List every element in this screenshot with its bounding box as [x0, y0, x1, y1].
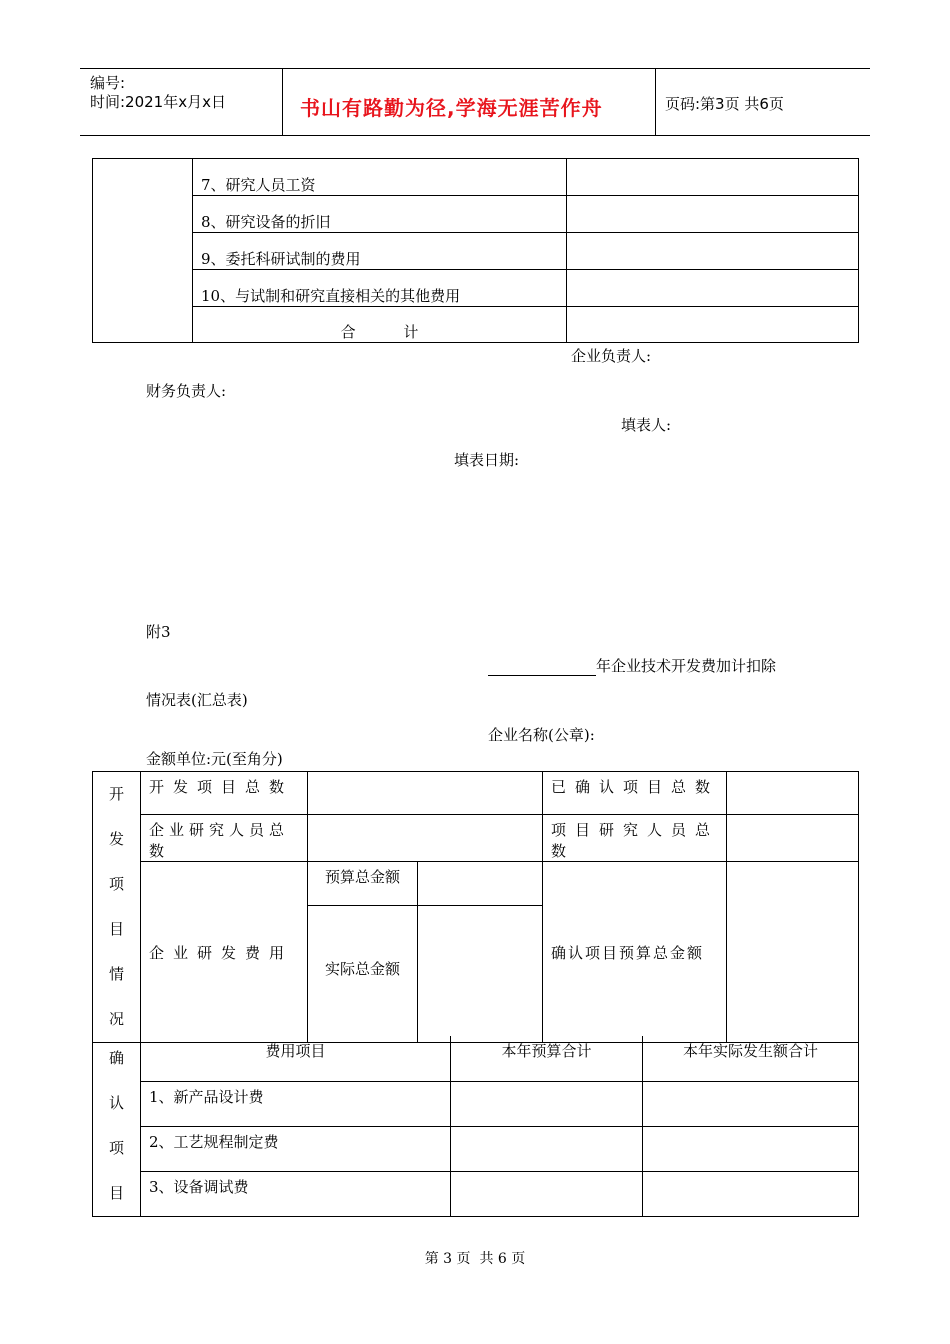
table-row — [93, 815, 859, 862]
table1-left-blank — [93, 159, 193, 343]
table-row — [93, 1126, 859, 1171]
col-header-item: 费用项目 — [141, 1036, 451, 1081]
actual-total-value — [418, 906, 543, 1043]
table1-item-cell — [193, 233, 567, 270]
table1-item-label: 8、研究设备的折旧 — [201, 213, 331, 231]
budget-total-value — [418, 862, 543, 906]
header-divider-left — [282, 68, 283, 136]
budget-total-label: 预算总金额 — [308, 862, 418, 906]
vertical-char: 项 — [108, 875, 124, 893]
section-dev-projects-vertical — [93, 772, 141, 1043]
table-row — [93, 307, 859, 343]
expense-actual-value — [643, 1081, 859, 1126]
total-projects-label: 开发项目总数 — [141, 772, 308, 815]
col-header-actual: 本年实际发生额合计 — [643, 1036, 859, 1081]
year-blank — [488, 659, 596, 676]
vertical-char: 目 — [108, 1184, 124, 1202]
table1-item-label: 9、委托科研试制的费用 — [201, 250, 361, 268]
appendix-title — [488, 655, 776, 676]
expense-budget-value — [451, 1171, 643, 1216]
table1-item-cell — [193, 196, 567, 233]
vertical-char: 开 — [108, 785, 124, 803]
table1-value-cell — [567, 159, 859, 196]
header-page-info: 页码:第3页 共6页 — [665, 95, 784, 113]
expense-item-label: 3、设备调试费 — [141, 1171, 451, 1216]
expense-item-label: 2、工艺规程制定费 — [141, 1126, 451, 1171]
vertical-char: 目 — [108, 920, 124, 938]
expense-budget-value — [451, 1126, 643, 1171]
table-row — [93, 1036, 859, 1081]
table1-item-cell — [193, 270, 567, 307]
rd-expense-label: 企业研发费用 — [141, 862, 308, 1043]
project-staff-value — [727, 815, 859, 862]
actual-total-label: 实际总金额 — [308, 906, 418, 1043]
table-row — [93, 772, 859, 815]
vertical-char: 况 — [108, 1010, 124, 1028]
table-row — [93, 159, 859, 196]
amount-unit-label: 金额单位:元(至角分) — [146, 750, 283, 768]
expense-actual-value — [643, 1171, 859, 1216]
table-row — [93, 1171, 859, 1216]
table1-value-cell — [567, 270, 859, 307]
header-motto: 书山有路勤为径,学海无涯苦作舟 — [300, 96, 603, 120]
vertical-char: 项 — [108, 1139, 124, 1157]
appendix-title-text: 年企业技术开发费加计扣除 — [596, 657, 777, 675]
vertical-char: 确 — [108, 1049, 124, 1067]
expense-detail-table — [92, 158, 859, 343]
expense-item-label: 1、新产品设计费 — [141, 1081, 451, 1126]
enterprise-head-label: 企业负责人: — [571, 347, 652, 365]
confirmed-budget-value — [727, 862, 859, 1043]
table-row — [93, 233, 859, 270]
table1-value-cell — [567, 233, 859, 270]
table-row — [93, 270, 859, 307]
header-divider-right — [655, 68, 656, 136]
confirmed-projects-label: 已确认项目总数 — [543, 772, 727, 815]
research-staff-label: 企业研究人员总数 — [141, 815, 308, 862]
expense-actual-value — [643, 1126, 859, 1171]
table1-item-label: 7、研究人员工资 — [201, 176, 316, 194]
table-row — [93, 1081, 859, 1126]
header-top-rule — [80, 68, 870, 69]
appendix-title-line2: 情况表(汇总表) — [146, 691, 248, 709]
table1-item-cell — [193, 159, 567, 196]
dev-project-summary-table — [92, 771, 859, 1043]
table1-value-cell — [567, 196, 859, 233]
total-projects-value — [308, 772, 543, 815]
vertical-char: 认 — [108, 1094, 124, 1112]
confirmed-budget-label: 确认项目预算总金额 — [543, 862, 727, 1043]
finance-head-label: 财务负责人: — [146, 382, 227, 400]
page-footer: 第 3 页 共 6 页 — [424, 1251, 526, 1267]
table-row — [93, 862, 859, 906]
col-header-budget: 本年预算合计 — [451, 1036, 643, 1081]
confirmed-project-expense-table — [92, 1036, 859, 1217]
company-name-label: 企业名称(公章): — [488, 726, 595, 744]
project-staff-label: 项目研究人员总数 — [543, 815, 727, 862]
table1-total-label: 合 计 — [193, 307, 567, 343]
appendix-label: 附3 — [146, 623, 171, 641]
filler-label: 填表人: — [621, 416, 672, 434]
header-bottom-rule — [80, 135, 870, 136]
table1-total-value — [567, 307, 859, 343]
fill-date-label: 填表日期: — [454, 451, 520, 469]
expense-budget-value — [451, 1081, 643, 1126]
section-confirmed-vertical — [93, 1036, 141, 1217]
doc-number-label: 编号: — [90, 74, 126, 92]
confirmed-projects-value — [727, 772, 859, 815]
table-row — [93, 196, 859, 233]
table1-item-label: 10、与试制和研究直接相关的其他费用 — [201, 287, 461, 305]
doc-time-label: 时间:2021年x月x日 — [90, 93, 226, 111]
vertical-char: 发 — [108, 830, 124, 848]
research-staff-value — [308, 815, 543, 862]
vertical-char: 情 — [108, 965, 124, 983]
